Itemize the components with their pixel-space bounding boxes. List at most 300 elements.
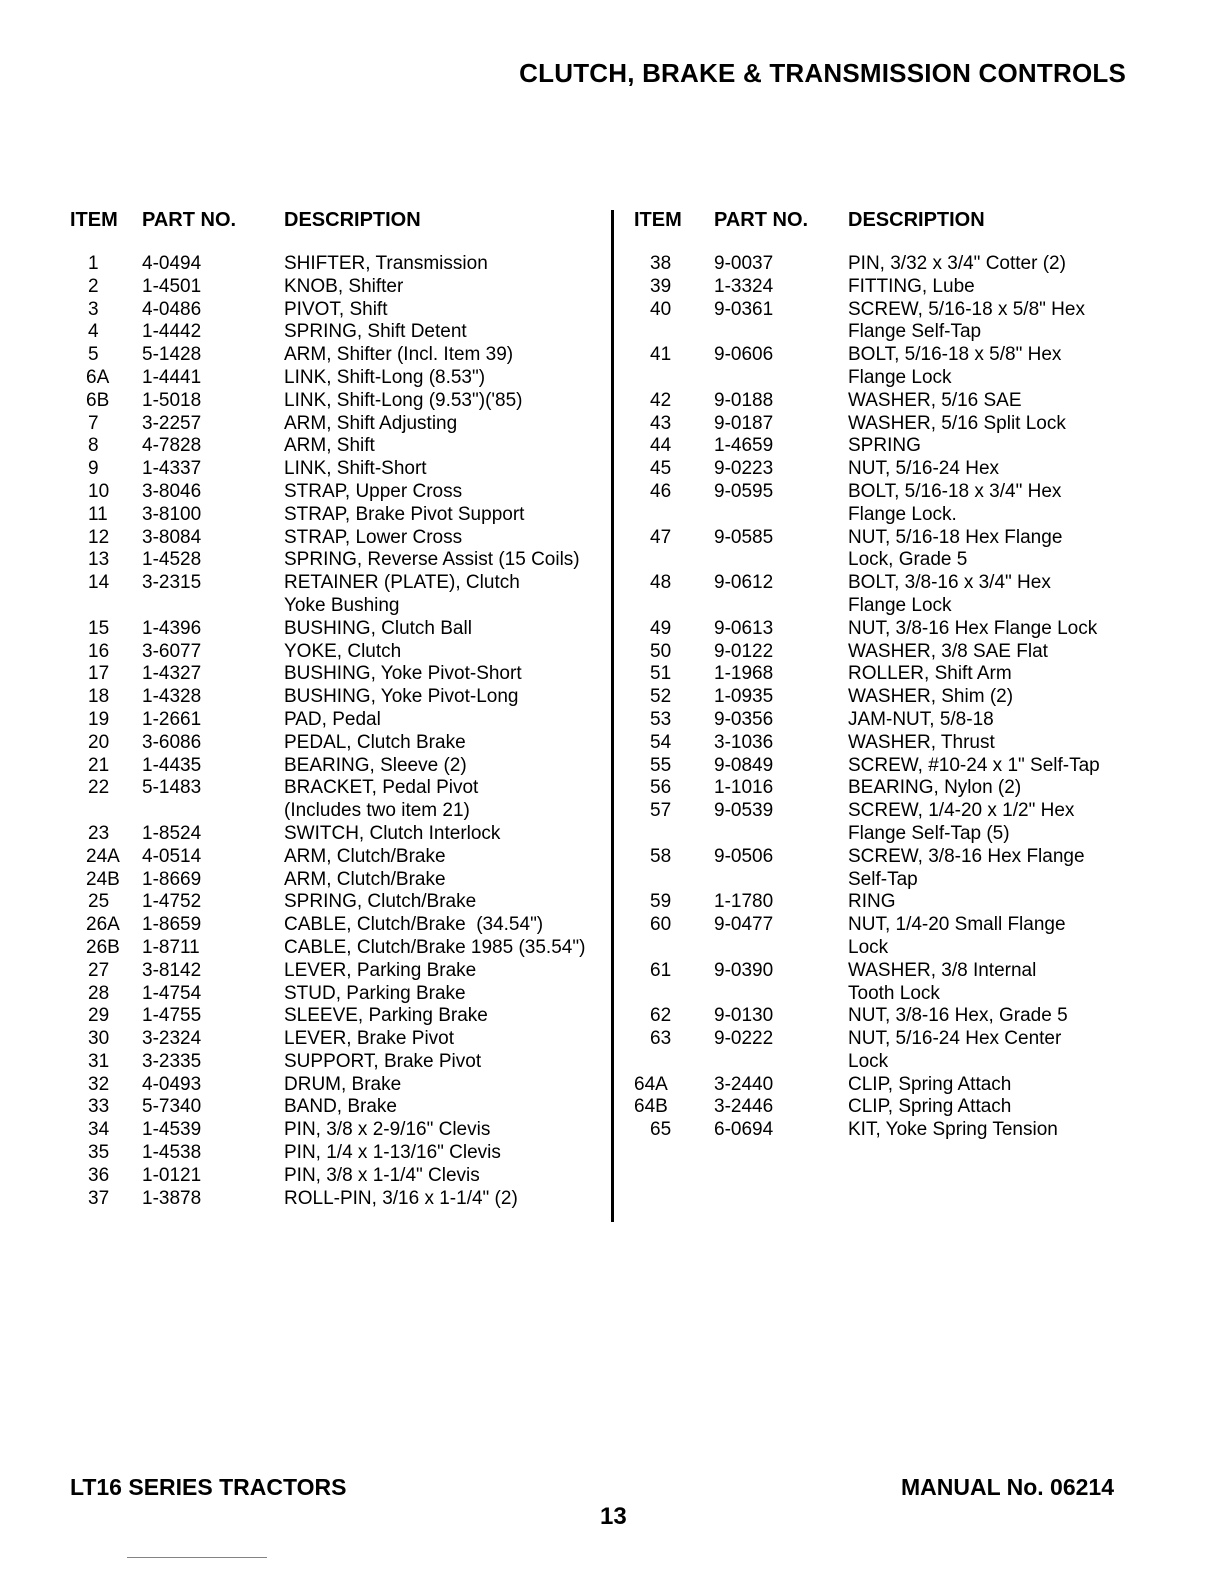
part-number: 9-0187: [714, 412, 774, 434]
part-number: [714, 937, 848, 960]
table-row: [70, 299, 606, 322]
table-row: [634, 663, 1134, 686]
part-number: 9-0356: [714, 708, 774, 730]
part-description: FITTING, Lube: [848, 275, 975, 297]
item-number: 54: [650, 731, 672, 753]
item-number: 21: [88, 754, 110, 776]
item-number: 47: [650, 526, 672, 548]
item-number: 38: [650, 253, 672, 274]
table-row: [70, 549, 606, 572]
item-number: 20: [88, 731, 110, 753]
item-number: 32: [88, 1073, 110, 1095]
table-row: [70, 846, 606, 869]
part-number: 1-3324: [714, 275, 774, 297]
part-description: BUSHING, Yoke Pivot-Short: [284, 663, 522, 685]
part-description: WASHER, Thrust: [848, 731, 995, 753]
part-description: SCREW, #10-24 x 1" Self-Tap: [848, 754, 1100, 776]
part-number: [714, 823, 848, 846]
part-description: WASHER, 5/16 Split Lock: [848, 412, 1066, 434]
part-number: 1-1968: [714, 663, 774, 685]
part-description: ARM, Shift Adjusting: [284, 412, 458, 434]
part-number: 4-7828: [142, 435, 202, 457]
part-number: 1-4327: [142, 663, 202, 685]
part-description: Flange Self-Tap (5): [848, 822, 1010, 844]
table-row: [634, 914, 1134, 937]
table-row: [634, 458, 1134, 481]
table-row: [70, 367, 606, 390]
part-description: WASHER, 3/8 Internal: [848, 959, 1037, 981]
table-row: [70, 1028, 606, 1051]
table-row: [634, 299, 1134, 322]
item-number: 41: [650, 344, 672, 366]
part-number: 9-0130: [714, 1005, 774, 1027]
table-row: [634, 276, 1134, 299]
table-row: [634, 527, 1134, 550]
table-row: [634, 1028, 1134, 1051]
part-description: BOLT, 5/16-18 x 3/4" Hex: [848, 480, 1062, 502]
part-description: STUD, Parking Brake: [284, 982, 466, 1004]
item-number: 28: [88, 982, 110, 1004]
part-description: NUT, 3/8-16 Hex, Grade 5: [848, 1005, 1068, 1027]
table-row: [70, 481, 606, 504]
part-number: 1-5018: [142, 389, 202, 411]
item-number: 17: [88, 663, 110, 685]
part-number: 1-8524: [142, 822, 202, 844]
part-description: JAM-NUT, 5/8-18: [848, 708, 994, 730]
table-row: [70, 253, 606, 276]
table-row: [70, 1165, 606, 1188]
table-row: [634, 983, 1134, 1006]
part-description: KNOB, Shifter: [284, 275, 404, 297]
item-number: 35: [88, 1142, 110, 1164]
part-description: SLEEVE, Parking Brake: [284, 1005, 488, 1027]
part-description: BRACKET, Pedal Pivot: [284, 777, 479, 799]
part-number: 1-4538: [142, 1142, 202, 1164]
part-description: Flange Lock: [848, 366, 952, 388]
item-number: 51: [650, 663, 672, 685]
item-number: 27: [88, 959, 110, 981]
header-part-no: PART NO.: [714, 209, 809, 231]
table-row: [70, 504, 606, 527]
part-description: SHIFTER, Transmission: [284, 253, 488, 274]
part-number: [714, 1051, 848, 1074]
table-row: [634, 344, 1134, 367]
table-row: [70, 344, 606, 367]
item-number: 65: [650, 1119, 672, 1141]
part-number: 3-1036: [714, 731, 774, 753]
part-number: 9-0037: [714, 253, 774, 274]
part-description: BUSHING, Clutch Ball: [284, 617, 472, 639]
part-number: 1-4337: [142, 458, 202, 480]
part-number: [714, 367, 848, 390]
item-number: 58: [650, 845, 672, 867]
part-description: ARM, Clutch/Brake: [284, 868, 446, 890]
part-description: KIT, Yoke Spring Tension: [848, 1119, 1058, 1141]
item-number: [634, 823, 714, 846]
part-description: Flange Lock: [848, 594, 952, 616]
part-description: Lock, Grade 5: [848, 549, 968, 571]
part-number: 9-0477: [714, 914, 774, 936]
item-number: 24B: [86, 868, 120, 890]
table-row: [634, 595, 1134, 618]
part-description: STRAP, Brake Pivot Support: [284, 503, 525, 525]
part-number: 1-4435: [142, 754, 202, 776]
part-number: 1-1780: [714, 891, 774, 913]
table-row: [70, 983, 606, 1006]
item-number: 8: [88, 435, 99, 457]
item-number: 48: [650, 572, 672, 594]
part-number: 3-2440: [714, 1073, 774, 1095]
part-description: Flange Self-Tap: [848, 321, 982, 343]
item-number: 7: [88, 412, 99, 434]
part-number: 3-8084: [142, 526, 202, 548]
part-number: 4-0514: [142, 845, 202, 867]
table-row: [70, 390, 606, 413]
part-number: [714, 983, 848, 1006]
part-description: Lock: [848, 1050, 889, 1072]
table-row: [634, 960, 1134, 983]
item-number: 22: [88, 777, 110, 799]
table-row: [634, 1005, 1134, 1028]
table-row: [70, 755, 606, 778]
item-number: 34: [88, 1119, 110, 1141]
item-number: 3: [88, 298, 99, 320]
item-number: 11: [88, 503, 108, 525]
table-row: [70, 800, 606, 823]
table-row: [70, 435, 606, 458]
header-part-no: PART NO.: [142, 209, 237, 231]
part-number: 9-0223: [714, 458, 774, 480]
part-description: WASHER, Shim (2): [848, 686, 1014, 708]
table-row: [634, 572, 1134, 595]
item-number: 26A: [86, 914, 120, 936]
part-number: 1-0935: [714, 686, 774, 708]
table-header-left: [70, 207, 606, 233]
part-number: 4-0494: [142, 253, 202, 274]
header-item: ITEM: [634, 209, 682, 231]
item-number: 24A: [86, 845, 120, 867]
part-description: BEARING, Nylon (2): [848, 777, 1022, 799]
part-description: Lock: [848, 936, 889, 958]
part-description: PIN, 3/8 x 2-9/16" Clevis: [284, 1119, 491, 1141]
part-description: SPRING: [848, 435, 921, 457]
part-description: SCREW, 3/8-16 Hex Flange: [848, 845, 1085, 867]
item-number: 6A: [86, 366, 110, 388]
item-number: [634, 549, 714, 572]
table-row: [634, 618, 1134, 641]
part-description: SCREW, 1/4-20 x 1/2" Hex: [848, 800, 1075, 822]
table-row: [634, 937, 1134, 960]
table-row: [634, 869, 1134, 892]
part-number: 9-0539: [714, 800, 774, 822]
part-number: 9-0222: [714, 1028, 774, 1050]
table-row: [634, 1051, 1134, 1074]
part-description: BAND, Brake: [284, 1096, 397, 1118]
item-number: 4: [88, 321, 99, 343]
item-number: 12: [88, 526, 110, 548]
item-number: 25: [88, 891, 110, 913]
part-number: 5-1428: [142, 344, 202, 366]
item-number: [634, 983, 714, 1006]
item-number: 44: [650, 435, 672, 457]
part-number: 1-4754: [142, 982, 202, 1004]
part-description: LINK, Shift-Long (8.53"): [284, 366, 486, 388]
table-row: [634, 823, 1134, 846]
table-row: [634, 732, 1134, 755]
part-number: 3-8142: [142, 959, 202, 981]
part-number: 3-2324: [142, 1028, 202, 1050]
part-number: 1-4659: [714, 435, 774, 457]
part-description: Tooth Lock: [848, 982, 940, 1004]
item-number: 64B: [634, 1096, 668, 1118]
item-number: 23: [88, 822, 110, 844]
part-number: 1-4441: [142, 366, 202, 388]
part-number: 1-4501: [142, 275, 202, 297]
part-number: [714, 504, 848, 527]
item-number: 5: [88, 344, 99, 366]
item-number: 18: [88, 686, 110, 708]
part-description: YOKE, Clutch: [284, 640, 402, 662]
table-row: [70, 914, 606, 937]
part-number: 3-2315: [142, 572, 202, 594]
part-number: 1-4328: [142, 686, 202, 708]
item-number: 33: [88, 1096, 110, 1118]
part-number: 3-6077: [142, 640, 202, 662]
part-description: ARM, Shift: [284, 435, 375, 457]
part-description: BUSHING, Yoke Pivot-Long: [284, 686, 519, 708]
part-number: 1-4396: [142, 617, 202, 639]
part-number: 6-0694: [714, 1119, 774, 1141]
part-description: Flange Lock.: [848, 503, 957, 525]
header-description: DESCRIPTION: [284, 209, 421, 231]
table-row: [634, 846, 1134, 869]
part-description: NUT, 1/4-20 Small Flange: [848, 914, 1066, 936]
table-row: [634, 253, 1134, 276]
part-description: BEARING, Sleeve (2): [284, 754, 467, 776]
footer-series: LT16 SERIES TRACTORS: [70, 1474, 347, 1500]
part-number: 9-0612: [714, 572, 774, 594]
part-number: 9-0585: [714, 526, 774, 548]
table-row: [70, 891, 606, 914]
part-number: [714, 321, 848, 344]
part-description: PEDAL, Clutch Brake: [284, 731, 466, 753]
part-description: NUT, 5/16-24 Hex Center: [848, 1028, 1062, 1050]
part-description: NUT, 5/16-24 Hex: [848, 458, 1000, 480]
part-description: LINK, Shift-Short: [284, 458, 427, 480]
item-number: 59: [650, 891, 672, 913]
item-number: 46: [650, 480, 672, 502]
part-description: ARM, Clutch/Brake: [284, 845, 446, 867]
parts-table-left: [70, 207, 606, 1210]
item-number: 56: [650, 777, 672, 799]
table-row: [70, 527, 606, 550]
item-number: [634, 937, 714, 960]
table-row: [70, 960, 606, 983]
part-description: PIVOT, Shift: [284, 298, 388, 320]
table-row: [70, 572, 606, 595]
item-number: 26B: [86, 936, 120, 958]
table-row: [70, 618, 606, 641]
part-number: [714, 549, 848, 572]
item-number: [70, 800, 142, 823]
part-number: 9-0188: [714, 389, 774, 411]
part-number: 3-8046: [142, 480, 202, 502]
header-item: ITEM: [70, 209, 118, 231]
part-number: 4-0493: [142, 1073, 202, 1095]
part-description: NUT, 5/16-18 Hex Flange: [848, 526, 1063, 548]
item-number: 40: [650, 298, 672, 320]
item-number: 64A: [634, 1073, 668, 1095]
part-number: 9-0122: [714, 640, 774, 662]
item-number: 62: [650, 1005, 672, 1027]
table-header-right: [634, 207, 1134, 233]
item-number: 1: [88, 253, 99, 274]
item-number: 55: [650, 754, 672, 776]
item-number: 31: [88, 1050, 110, 1072]
part-description: BOLT, 3/8-16 x 3/4" Hex: [848, 572, 1051, 594]
part-description: SWITCH, Clutch Interlock: [284, 822, 501, 844]
part-number: 1-1016: [714, 777, 774, 799]
table-row: [70, 663, 606, 686]
part-number: 1-8659: [142, 914, 202, 936]
item-number: 37: [88, 1187, 110, 1209]
part-number: 3-2335: [142, 1050, 202, 1072]
table-row: [70, 595, 606, 618]
part-number: 9-0613: [714, 617, 774, 639]
item-number: 49: [650, 617, 672, 639]
page-number: 13: [600, 1503, 627, 1530]
table-row: [70, 1096, 606, 1119]
table-row: [634, 686, 1134, 709]
part-description: LEVER, Brake Pivot: [284, 1028, 455, 1050]
table-row: [634, 755, 1134, 778]
item-number: 53: [650, 708, 672, 730]
table-row: [70, 321, 606, 344]
table-row: [70, 1005, 606, 1028]
part-description: ARM, Shifter (Incl. Item 39): [284, 344, 514, 366]
part-number: 1-8711: [142, 936, 200, 958]
part-description: PAD, Pedal: [284, 708, 381, 730]
table-row: [70, 413, 606, 436]
table-row: [634, 1074, 1134, 1097]
part-number: 1-4539: [142, 1119, 202, 1141]
item-number: 36: [88, 1164, 110, 1186]
part-description: BOLT, 5/16-18 x 5/8" Hex: [848, 344, 1062, 366]
table-row: [70, 1142, 606, 1165]
part-description: Yoke Bushing: [284, 594, 400, 616]
item-number: 15: [88, 617, 110, 639]
item-number: 16: [88, 640, 110, 662]
item-number: 10: [88, 480, 110, 502]
part-number: 3-2257: [142, 412, 202, 434]
table-row: [70, 1051, 606, 1074]
part-description: LEVER, Parking Brake: [284, 959, 477, 981]
table-row: [634, 641, 1134, 664]
part-description: WASHER, 3/8 SAE Flat: [848, 640, 1048, 662]
table-row: [70, 709, 606, 732]
part-description: SCREW, 5/16-18 x 5/8" Hex: [848, 298, 1085, 320]
part-description: ROLLER, Shift Arm: [848, 663, 1012, 685]
part-number: [142, 595, 284, 618]
part-number: 4-0486: [142, 298, 202, 320]
table-row: [634, 800, 1134, 823]
part-description: SUPPORT, Brake Pivot: [284, 1050, 482, 1072]
part-description: SPRING, Reverse Assist (15 Coils): [284, 549, 580, 571]
item-number: 29: [88, 1005, 110, 1027]
item-number: 50: [650, 640, 672, 662]
rows-left: [70, 253, 606, 1210]
part-description: STRAP, Upper Cross: [284, 480, 463, 502]
part-number: 9-0506: [714, 845, 774, 867]
part-number: [714, 595, 848, 618]
item-number: 42: [650, 389, 672, 411]
part-description: PIN, 3/8 x 1-1/4" Clevis: [284, 1164, 480, 1186]
part-number: [142, 800, 284, 823]
item-number: 2: [88, 275, 99, 297]
part-number: 1-4755: [142, 1005, 202, 1027]
item-number: 43: [650, 412, 672, 434]
table-row: [70, 823, 606, 846]
table-row: [634, 481, 1134, 504]
part-description: CLIP, Spring Attach: [848, 1096, 1012, 1118]
table-row: [634, 549, 1134, 572]
header-description: DESCRIPTION: [848, 209, 985, 231]
item-number: [634, 1051, 714, 1074]
part-number: 1-3878: [142, 1187, 202, 1209]
table-row: [70, 937, 606, 960]
part-number: 1-4528: [142, 549, 202, 571]
part-description: RETAINER (PLATE), Clutch: [284, 572, 520, 594]
part-number: 3-8100: [142, 503, 202, 525]
table-row: [70, 1188, 606, 1211]
column-divider: [611, 210, 614, 1222]
part-number: 1-2661: [142, 708, 202, 730]
part-description: NUT, 3/8-16 Hex Flange Lock: [848, 617, 1098, 639]
rows-right: [634, 253, 1134, 1142]
item-number: 13: [88, 549, 110, 571]
table-row: [70, 276, 606, 299]
part-description: WASHER, 5/16 SAE: [848, 389, 1022, 411]
table-row: [70, 777, 606, 800]
part-number: 5-1483: [142, 777, 202, 799]
part-description: ROLL-PIN, 3/16 x 1-1/4" (2): [284, 1187, 518, 1209]
table-row: [70, 732, 606, 755]
scan-artifact-line: [127, 1557, 267, 1558]
table-row: [634, 504, 1134, 527]
part-number: 9-0595: [714, 480, 774, 502]
table-row: [634, 413, 1134, 436]
item-number: 60: [650, 914, 672, 936]
table-row: [634, 435, 1134, 458]
part-description: CABLE, Clutch/Brake (34.54"): [284, 914, 544, 936]
table-row: [634, 321, 1134, 344]
item-number: [634, 869, 714, 892]
part-description: Self-Tap: [848, 868, 918, 890]
item-number: 14: [88, 572, 110, 594]
part-number: 9-0361: [714, 298, 774, 320]
part-number: 3-6086: [142, 731, 202, 753]
item-number: [634, 321, 714, 344]
part-number: 9-0849: [714, 754, 774, 776]
part-description: SPRING, Clutch/Brake: [284, 891, 477, 913]
part-number: 1-4442: [142, 321, 202, 343]
table-row: [70, 1074, 606, 1097]
table-row: [634, 367, 1134, 390]
item-number: [634, 595, 714, 618]
table-row: [70, 686, 606, 709]
part-number: [714, 869, 848, 892]
table-row: [634, 777, 1134, 800]
